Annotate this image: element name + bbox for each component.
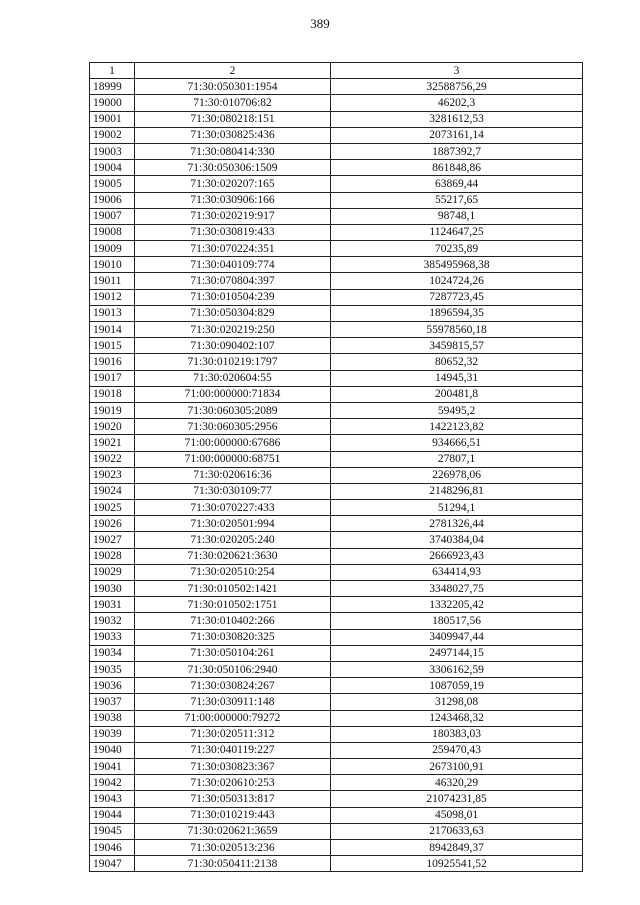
- cadastral-value-cell: 3740384,04: [331, 532, 583, 548]
- cadastral-number-cell: 71:30:030819:433: [135, 224, 331, 240]
- row-number-cell: 19006: [90, 192, 135, 208]
- cadastral-number-cell: 71:30:030824:267: [135, 678, 331, 694]
- table-row: [90, 176, 583, 192]
- row-number-cell: 19035: [90, 661, 135, 677]
- cadastral-value-cell: 180383,03: [331, 726, 583, 742]
- cadastral-number-cell: 71:30:030109:77: [135, 483, 331, 499]
- page-number: 389: [310, 16, 330, 31]
- cadastral-number-cell: 71:30:020205:240: [135, 532, 331, 548]
- cadastral-value-cell: 55217,65: [331, 192, 583, 208]
- cadastral-value-cell: 2781326,44: [331, 516, 583, 532]
- row-number-cell: 19011: [90, 273, 135, 289]
- table-row: [90, 613, 583, 629]
- cadastral-value-cell: 3306162,59: [331, 661, 583, 677]
- column-header-1: 1: [90, 63, 135, 79]
- row-number-cell: 19042: [90, 775, 135, 791]
- table-row: [90, 241, 583, 257]
- cadastral-value-cell: 80652,32: [331, 354, 583, 370]
- cadastral-value-cell: 63869,44: [331, 176, 583, 192]
- row-number-cell: 19043: [90, 791, 135, 807]
- cadastral-number-cell: 71:30:030825:436: [135, 127, 331, 143]
- cadastral-value-cell: 51294,1: [331, 500, 583, 516]
- cadastral-number-cell: 71:00:000000:71834: [135, 386, 331, 402]
- cadastral-number-cell: 71:30:020616:36: [135, 467, 331, 483]
- table-header: [90, 63, 583, 79]
- cadastral-value-cell: 10925541,52: [331, 856, 583, 872]
- table-row: [90, 338, 583, 354]
- row-number-cell: 19008: [90, 224, 135, 240]
- row-number-cell: 19009: [90, 241, 135, 257]
- cadastral-value-cell: 2148296,81: [331, 483, 583, 499]
- cadastral-value-cell: 1087059,19: [331, 678, 583, 694]
- cadastral-number-cell: 71:30:020219:917: [135, 208, 331, 224]
- cadastral-value-cell: 634414,93: [331, 564, 583, 580]
- cadastral-number-cell: 71:00:000000:68751: [135, 451, 331, 467]
- cadastral-number-cell: 71:30:030911:148: [135, 694, 331, 710]
- row-number-cell: 19017: [90, 370, 135, 386]
- table-row: [90, 564, 583, 580]
- table-row: [90, 419, 583, 435]
- cadastral-number-cell: 71:30:020511:312: [135, 726, 331, 742]
- row-number-cell: 19002: [90, 127, 135, 143]
- cadastral-value-cell: 7287723,45: [331, 289, 583, 305]
- table-row: [90, 645, 583, 661]
- cadastral-value-cell: 3409947,44: [331, 629, 583, 645]
- table-row: [90, 160, 583, 176]
- table-row: [90, 208, 583, 224]
- cadastral-number-cell: 71:00:000000:79272: [135, 710, 331, 726]
- row-number-cell: 18999: [90, 79, 135, 95]
- table-row: [90, 95, 583, 111]
- row-number-cell: 19032: [90, 613, 135, 629]
- cadastral-number-cell: 71:30:020513:236: [135, 840, 331, 856]
- cadastral-number-cell: 71:30:020604:55: [135, 370, 331, 386]
- table-row: [90, 759, 583, 775]
- cadastral-value-cell: 200481,8: [331, 386, 583, 402]
- table-row: [90, 500, 583, 516]
- cadastral-value-cell: 934666,51: [331, 435, 583, 451]
- table-row: [90, 483, 583, 499]
- row-number-cell: 19010: [90, 257, 135, 273]
- cadastral-value-cell: 1243468,32: [331, 710, 583, 726]
- table-row: [90, 823, 583, 839]
- row-number-cell: 19018: [90, 386, 135, 402]
- cadastral-value-cell: 2170633,63: [331, 823, 583, 839]
- cadastral-number-cell: 71:30:090402:107: [135, 338, 331, 354]
- cadastral-number-cell: 71:30:030820:325: [135, 629, 331, 645]
- cadastral-number-cell: 71:30:020621:3630: [135, 548, 331, 564]
- cadastral-value-cell: 1422123,82: [331, 419, 583, 435]
- cadastral-value-cell: 2497144,15: [331, 645, 583, 661]
- cadastral-number-cell: 71:30:020219:250: [135, 322, 331, 338]
- table-row: [90, 532, 583, 548]
- row-number-cell: 19023: [90, 467, 135, 483]
- cadastral-number-cell: 71:00:000000:67686: [135, 435, 331, 451]
- cadastral-number-cell: 71:30:010219:1797: [135, 354, 331, 370]
- table-row: [90, 516, 583, 532]
- row-number-cell: 19047: [90, 856, 135, 872]
- table-row: [90, 322, 583, 338]
- row-number-cell: 19004: [90, 160, 135, 176]
- row-number-cell: 19014: [90, 322, 135, 338]
- table-row: [90, 354, 583, 370]
- table-row: [90, 370, 583, 386]
- table-row: [90, 710, 583, 726]
- table-row: [90, 451, 583, 467]
- table-row: [90, 127, 583, 143]
- cadastral-value-cell: 1887392,7: [331, 143, 583, 159]
- cadastral-number-cell: 71:30:030823:367: [135, 759, 331, 775]
- cadastral-value-cell: 180517,56: [331, 613, 583, 629]
- cadastral-value-cell: 46320,29: [331, 775, 583, 791]
- row-number-cell: 19041: [90, 759, 135, 775]
- cadastral-value-cell: 3459815,57: [331, 338, 583, 354]
- row-number-cell: 19026: [90, 516, 135, 532]
- row-number-cell: 19034: [90, 645, 135, 661]
- cadastral-number-cell: 71:30:030906:166: [135, 192, 331, 208]
- cadastral-value-cell: 31298,08: [331, 694, 583, 710]
- row-number-cell: 19005: [90, 176, 135, 192]
- table-row: [90, 435, 583, 451]
- table-row: [90, 257, 583, 273]
- cadastral-number-cell: 71:30:050301:1954: [135, 79, 331, 95]
- cadastral-value-cell: 259470,43: [331, 742, 583, 758]
- row-number-cell: 19033: [90, 629, 135, 645]
- table-row: [90, 775, 583, 791]
- cadastral-number-cell: 71:30:060305:2956: [135, 419, 331, 435]
- table-row: [90, 289, 583, 305]
- cadastral-value-cell: 861848,86: [331, 160, 583, 176]
- cadastral-value-cell: 8942849,37: [331, 840, 583, 856]
- row-number-cell: 19039: [90, 726, 135, 742]
- cadastral-number-cell: 71:30:040119:227: [135, 742, 331, 758]
- table-header-row: [90, 63, 583, 79]
- row-number-cell: 19020: [90, 419, 135, 435]
- cadastral-value-cell: 46202,3: [331, 95, 583, 111]
- table-row: [90, 629, 583, 645]
- table-row: [90, 79, 583, 95]
- table-row: [90, 386, 583, 402]
- cadastral-value-cell: 385495968,38: [331, 257, 583, 273]
- row-number-cell: 19000: [90, 95, 135, 111]
- cadastral-value-cell: 55978560,18: [331, 322, 583, 338]
- cadastral-value-cell: 2666923,43: [331, 548, 583, 564]
- table-row: [90, 661, 583, 677]
- cadastral-value-cell: 70235,89: [331, 241, 583, 257]
- cadastral-number-cell: 71:30:080414:330: [135, 143, 331, 159]
- table-row: [90, 143, 583, 159]
- row-number-cell: 19027: [90, 532, 135, 548]
- row-number-cell: 19044: [90, 807, 135, 823]
- table-row: [90, 581, 583, 597]
- cadastral-value-cell: 98748,1: [331, 208, 583, 224]
- cadastral-value-cell: 14945,31: [331, 370, 583, 386]
- cadastral-number-cell: 71:30:020501:994: [135, 516, 331, 532]
- row-number-cell: 19012: [90, 289, 135, 305]
- cadastral-value-cell: 21074231,85: [331, 791, 583, 807]
- table-row: [90, 273, 583, 289]
- table-row: [90, 856, 583, 872]
- cadastral-number-cell: 71:30:070224:351: [135, 241, 331, 257]
- row-number-cell: 19030: [90, 581, 135, 597]
- row-number-cell: 19045: [90, 823, 135, 839]
- row-number-cell: 19046: [90, 840, 135, 856]
- row-number-cell: 19036: [90, 678, 135, 694]
- cadastral-number-cell: 71:30:070804:397: [135, 273, 331, 289]
- row-number-cell: 19003: [90, 143, 135, 159]
- table-row: [90, 726, 583, 742]
- cadastral-value-cell: 45098,01: [331, 807, 583, 823]
- table-row: [90, 694, 583, 710]
- cadastral-number-cell: 71:30:010502:1421: [135, 581, 331, 597]
- table-row: [90, 467, 583, 483]
- cadastral-value-cell: 27807,1: [331, 451, 583, 467]
- cadastral-value-cell: 3281612,53: [331, 111, 583, 127]
- row-number-cell: 19038: [90, 710, 135, 726]
- cadastral-value-cell: 2673100,91: [331, 759, 583, 775]
- table-row: [90, 305, 583, 321]
- cadastral-number-cell: 71:30:010502:1751: [135, 597, 331, 613]
- row-number-cell: 19013: [90, 305, 135, 321]
- table-row: [90, 807, 583, 823]
- row-number-cell: 19024: [90, 483, 135, 499]
- cadastral-value-cell: 1124647,25: [331, 224, 583, 240]
- table-row: [90, 678, 583, 694]
- row-number-cell: 19001: [90, 111, 135, 127]
- cadastral-number-cell: 71:30:080218:151: [135, 111, 331, 127]
- column-header-2: 2: [135, 63, 331, 79]
- table-row: [90, 111, 583, 127]
- row-number-cell: 19025: [90, 500, 135, 516]
- cadastral-number-cell: 71:30:020510:254: [135, 564, 331, 580]
- cadastral-number-cell: 71:30:070227:433: [135, 500, 331, 516]
- cadastral-number-cell: 71:30:010402:266: [135, 613, 331, 629]
- table-row: [90, 840, 583, 856]
- table-row: [90, 192, 583, 208]
- cadastral-value-cell: 3348027,75: [331, 581, 583, 597]
- row-number-cell: 19037: [90, 694, 135, 710]
- cadastral-number-cell: 71:30:050106:2940: [135, 661, 331, 677]
- cadastral-value-cell: 32588756,29: [331, 79, 583, 95]
- cadastral-number-cell: 71:30:050306:1509: [135, 160, 331, 176]
- column-header-3: 3: [331, 63, 583, 79]
- cadastral-number-cell: 71:30:050104:261: [135, 645, 331, 661]
- cadastral-value-cell: 1024724,26: [331, 273, 583, 289]
- cadastral-number-cell: 71:30:010504:239: [135, 289, 331, 305]
- cadastral-number-cell: 71:30:050313:817: [135, 791, 331, 807]
- cadastral-number-cell: 71:30:060305:2089: [135, 402, 331, 418]
- cadastral-value-cell: 1896594,35: [331, 305, 583, 321]
- table-row: [90, 791, 583, 807]
- cadastral-value-cell: 59495,2: [331, 402, 583, 418]
- table-row: [90, 742, 583, 758]
- cadastral-number-cell: 71:30:010706:82: [135, 95, 331, 111]
- row-number-cell: 19016: [90, 354, 135, 370]
- cadastral-value-table: [89, 62, 583, 872]
- row-number-cell: 19029: [90, 564, 135, 580]
- table-row: [90, 597, 583, 613]
- row-number-cell: 19028: [90, 548, 135, 564]
- cadastral-number-cell: 71:30:020207:165: [135, 176, 331, 192]
- cadastral-value-cell: 226978,06: [331, 467, 583, 483]
- row-number-cell: 19015: [90, 338, 135, 354]
- table-body: [90, 79, 583, 872]
- cadastral-value-cell: 1332205,42: [331, 597, 583, 613]
- table-row: [90, 402, 583, 418]
- cadastral-number-cell: 71:30:020621:3659: [135, 823, 331, 839]
- row-number-cell: 19007: [90, 208, 135, 224]
- cadastral-number-cell: 71:30:050304:829: [135, 305, 331, 321]
- cadastral-number-cell: 71:30:050411:2138: [135, 856, 331, 872]
- table-row: [90, 548, 583, 564]
- table-row: [90, 224, 583, 240]
- cadastral-value-cell: 2073161,14: [331, 127, 583, 143]
- cadastral-number-cell: 71:30:020610:253: [135, 775, 331, 791]
- row-number-cell: 19040: [90, 742, 135, 758]
- cadastral-number-cell: 71:30:040109:774: [135, 257, 331, 273]
- row-number-cell: 19021: [90, 435, 135, 451]
- row-number-cell: 19019: [90, 402, 135, 418]
- cadastral-number-cell: 71:30:010219:443: [135, 807, 331, 823]
- row-number-cell: 19022: [90, 451, 135, 467]
- row-number-cell: 19031: [90, 597, 135, 613]
